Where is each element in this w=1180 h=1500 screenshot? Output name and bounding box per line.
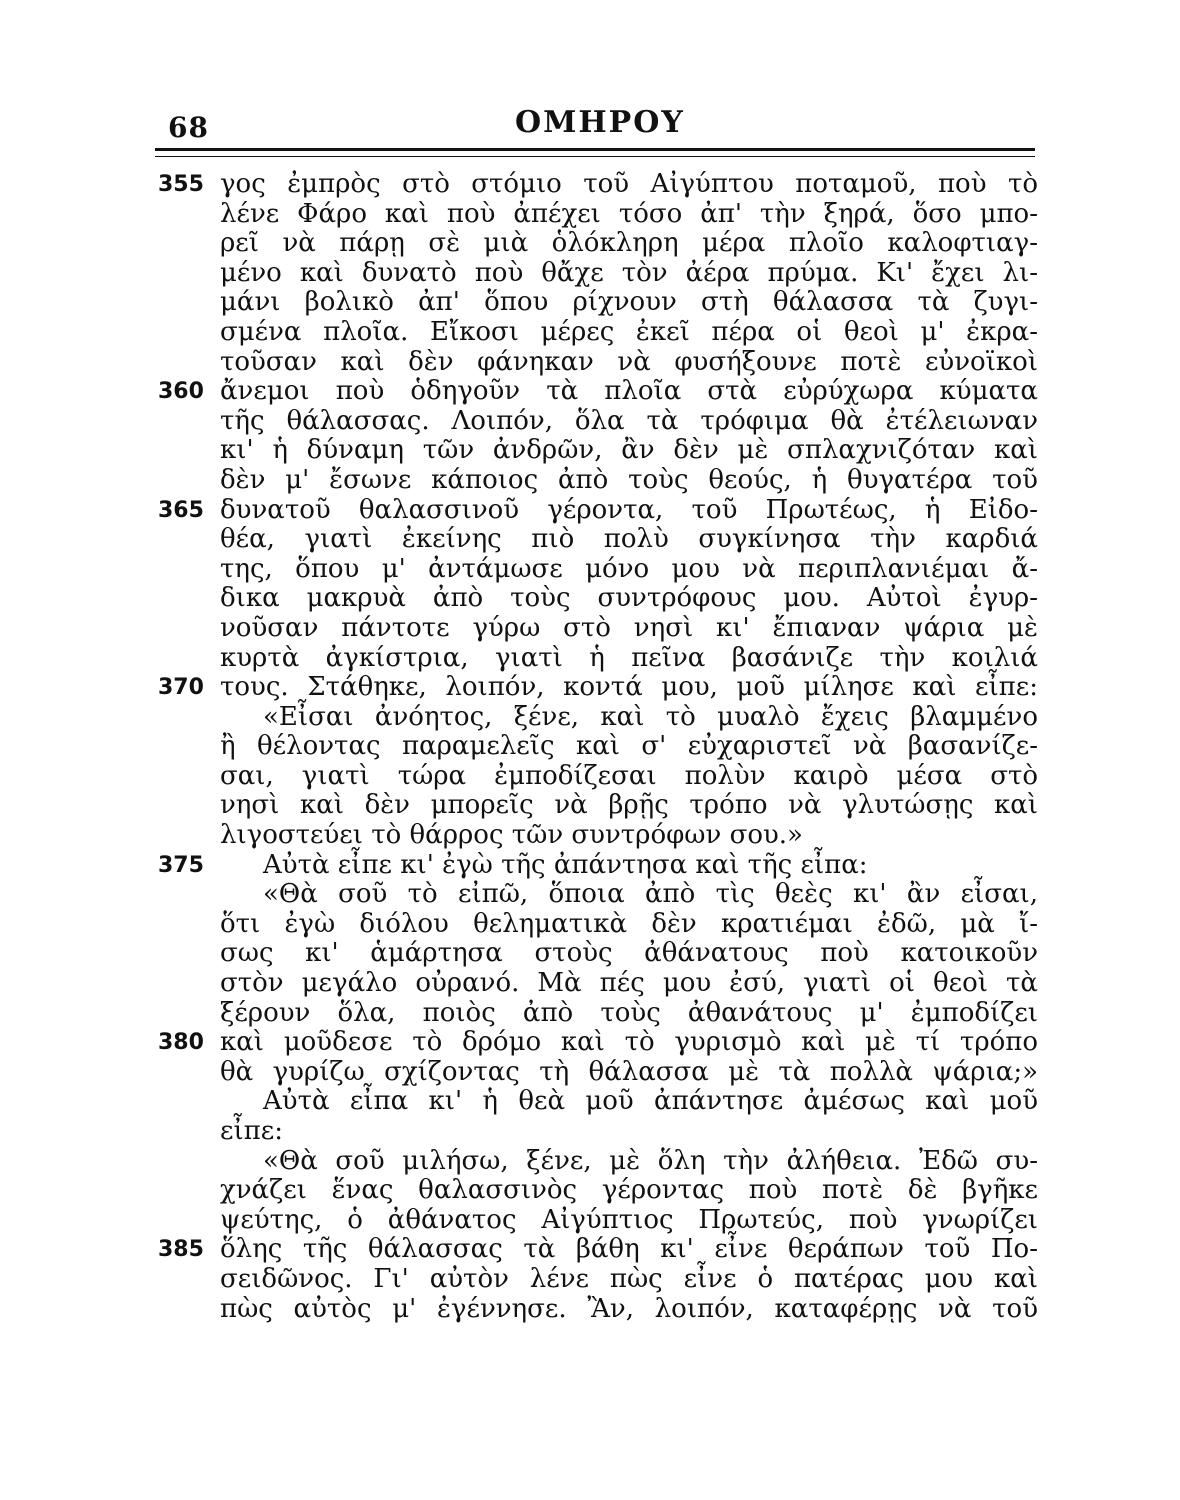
line-text: «Θὰ σοῦ μιλήσω, ξένε, μὲ ὅλη τὴν ἀλήθεια. Ἐδῶ συ- <box>263 1145 1038 1176</box>
text-line <box>158 170 1038 200</box>
text-line <box>158 377 1038 407</box>
text-line <box>158 614 1038 644</box>
text-line <box>158 1058 1038 1088</box>
line-text: θέα, γιατὶ ἐκείνης πιὸ πολὺ συγκίνησα τὴν καρδιά <box>220 524 1038 555</box>
text-line <box>158 703 1038 733</box>
line-text: πὼς αὐτὸς μ' ἐγέννησε. Ἂν, λοιπόν, καταφέρῃς νὰ τοῦ <box>220 1293 1038 1324</box>
page-number: 68 <box>168 111 209 144</box>
line-number: 385 <box>158 1237 204 1263</box>
line-text: δικα μακρυὰ ἀπὸ τοὺς συντρόφους μου. Αὐτοὶ ἐγυρ- <box>220 583 1038 614</box>
text-line <box>158 259 1038 289</box>
running-title: ΟΜΗΡΟΥ <box>515 105 685 140</box>
text-line <box>158 348 1038 378</box>
text-line <box>158 644 1038 674</box>
line-text: ξέρουν ὅλα, ποιὸς ἀπὸ τοὺς ἀθανάτους μ' ἐμποδίζει <box>220 997 1038 1028</box>
line-text: στὸν μεγάλο οὐρανό. Μὰ πές μου ἐσύ, γιατὶ οἱ θεοὶ τὰ <box>220 968 1038 999</box>
line-text: της, ὅπου μ' ἀντάμωσε μόνο μου νὰ περιπλανιέμαι ἄ- <box>220 553 1038 584</box>
text-line <box>158 229 1038 259</box>
line-text: λιγοστεύει τὸ θάρρος τῶν συντρόφων σου.» <box>220 820 803 851</box>
text-line <box>158 555 1038 585</box>
text-line <box>158 910 1038 940</box>
line-text: ὅτι ἐγὼ διόλου θεληματικὰ δὲν κρατιέμαι ἐδῶ, μὰ ἴ- <box>220 908 1038 939</box>
text-line <box>158 999 1038 1029</box>
line-number: 360 <box>158 379 204 405</box>
line-text: «Θὰ σοῦ τὸ εἰπῶ, ὅποια ἀπὸ τὶς θεὲς κι' ἂν εἶσαι, <box>263 879 1038 910</box>
line-text: «Εἶσαι ἀνόητος, ξένε, καὶ τὸ μυαλὸ ἔχεις βλαμμένο <box>263 701 1038 732</box>
line-text: Αὐτὰ εἶπα κι' ἡ θεὰ μοῦ ἀπάντησε ἀμέσως καὶ μοῦ <box>263 1086 1038 1117</box>
line-text: ρεῖ νὰ πάρῃ σὲ μιὰ ὁλόκληρη μέρα πλοῖο καλοφτιαγ- <box>220 228 1038 259</box>
header-rule-thin <box>155 156 1035 157</box>
line-text: τοῦσαν καὶ δὲν φάνηκαν νὰ φυσήξουνε ποτὲ εὐνοϊκοὶ <box>220 346 1038 377</box>
line-text: μάνι βολικὸ ἀπ' ὅπου ρίχνουν στὴ θάλασσα τὰ ζυγι- <box>220 287 1038 318</box>
line-text: ψεύτης, ὁ ἀθάνατος Αἰγύπτιος Πρωτεύς, ποὺ γνωρίζει <box>220 1204 1038 1235</box>
line-text: σμένα πλοῖα. Εἴκοσι μέρες ἐκεῖ πέρα οἱ θεοὶ μ' ἐκρα- <box>220 316 1038 347</box>
line-text: ὅλης τῆς θάλασσας τὰ βάθη κι' εἶνε θεράπων τοῦ Πο- <box>220 1234 1038 1265</box>
text-line <box>158 1176 1038 1206</box>
text-line <box>158 939 1038 969</box>
line-text: εἶπε: <box>220 1116 283 1146</box>
line-text: νοῦσαν πάντοτε γύρω στὸ νησὶ κι' ἔπιαναν ψάρια μὲ <box>220 612 1038 643</box>
line-text: λένε Φάρο καὶ ποὺ ἀπέχει τόσο ἀπ' τὴν ξηρά, ὅσο μπο- <box>220 198 1038 229</box>
page-header <box>160 103 1040 143</box>
line-text: σαι, γιατὶ τώρα ἐμποδίζεσαι πολὺν καιρὸ μέσα στὸ <box>220 760 1038 791</box>
line-text: θὰ γυρίζω σχίζοντας τὴ θάλασσα μὲ τὰ πολλὰ ψάρια;» <box>220 1056 1038 1087</box>
text-line <box>158 584 1038 614</box>
text-line <box>158 288 1038 318</box>
text-line <box>158 762 1038 792</box>
line-text: μένο καὶ δυνατὸ ποὺ θἄχε τὸν ἀέρα πρύμα. Κι' ἔχει λι- <box>220 257 1038 288</box>
line-text: κυρτὰ ἀγκίστρια, γιατὶ ἡ πεῖνα βασάνιζε τὴν κοιλιά <box>220 642 1038 673</box>
text-line <box>158 1147 1038 1177</box>
line-number: 380 <box>158 1030 204 1056</box>
line-text: γος ἐμπρὸς στὸ στόμιο τοῦ Αἰγύπτου ποταμοῦ, ποὺ τὸ <box>220 169 1038 199</box>
line-text: τῆς θάλασσας. Λοιπόν, ὅλα τὰ τρόφιμα θὰ ἐτέλειωναν <box>220 405 1038 436</box>
header-rule <box>155 148 1035 151</box>
text-line <box>158 851 1038 881</box>
text-line <box>158 821 1038 851</box>
line-text: τους. Στάθηκε, λοιπόν, κοντά μου, μοῦ μίλησε καὶ εἶπε: <box>220 672 1038 703</box>
line-text: Αὐτὰ εἶπε κι' ἐγὼ τῆς ἀπάντησα καὶ τῆς εἶπα: <box>263 849 868 880</box>
line-text: δυνατοῦ θαλασσινοῦ γέροντα, τοῦ Πρωτέως, ἡ Εἰδο- <box>220 494 1038 525</box>
text-line <box>158 1265 1038 1295</box>
line-text: καὶ μοῦδεσε τὸ δρόμο καὶ τὸ γυρισμὸ καὶ μὲ τί τρόπο <box>220 1027 1038 1058</box>
line-number: 355 <box>158 172 204 197</box>
text-line <box>158 1235 1038 1265</box>
line-text: ἢ θέλοντας παραμελεῖς καὶ σ' εὐχαριστεῖ νὰ βασανίζε- <box>220 731 1038 762</box>
text-line <box>158 880 1038 910</box>
text-line <box>158 436 1038 466</box>
text-line <box>158 407 1038 437</box>
line-text: ἄνεμοι ποὺ ὁδηγοῦν τὰ πλοῖα στὰ εὐρύχωρα κύματα <box>220 376 1038 407</box>
line-text: σειδῶνος. Γι' αὐτὸν λένε πὼς εἶνε ὁ πατέρας μου καὶ <box>220 1263 1038 1294</box>
text-line <box>158 525 1038 555</box>
text-line <box>158 1028 1038 1058</box>
text-line <box>158 1295 1038 1325</box>
text-line <box>158 1206 1038 1236</box>
text-line <box>158 466 1038 496</box>
line-text: δὲν μ' ἔσωνε κάποιος ἀπὸ τοὺς θεούς, ἡ θυγατέρα τοῦ <box>220 464 1038 495</box>
line-number: 375 <box>158 852 204 878</box>
text-line <box>158 1087 1038 1117</box>
line-text: κι' ἡ δύναμη τῶν ἀνδρῶν, ἂν δὲν μὲ σπλαχνιζόταν καὶ <box>220 435 1038 466</box>
text-line <box>158 969 1038 999</box>
line-text: νησὶ καὶ δὲν μπορεῖς νὰ βρῇς τρόπο νὰ γλυτώσῃς καὶ <box>220 790 1038 821</box>
line-number: 365 <box>158 497 204 523</box>
text-line <box>158 732 1038 762</box>
text-line <box>158 791 1038 821</box>
line-text: χνάζει ἕνας θαλασσινὸς γέροντας ποὺ ποτὲ δὲ βγῆκε <box>220 1175 1038 1206</box>
text-line <box>158 1117 1038 1147</box>
text-line <box>158 200 1038 230</box>
text-line <box>158 673 1038 703</box>
line-text: σως κι' ἁμάρτησα στοὺς ἀθάνατους ποὺ κατοικοῦν <box>220 938 1038 969</box>
line-number: 370 <box>158 675 204 701</box>
text-line <box>158 496 1038 526</box>
text-line <box>158 318 1038 348</box>
text-block <box>158 170 1038 1324</box>
